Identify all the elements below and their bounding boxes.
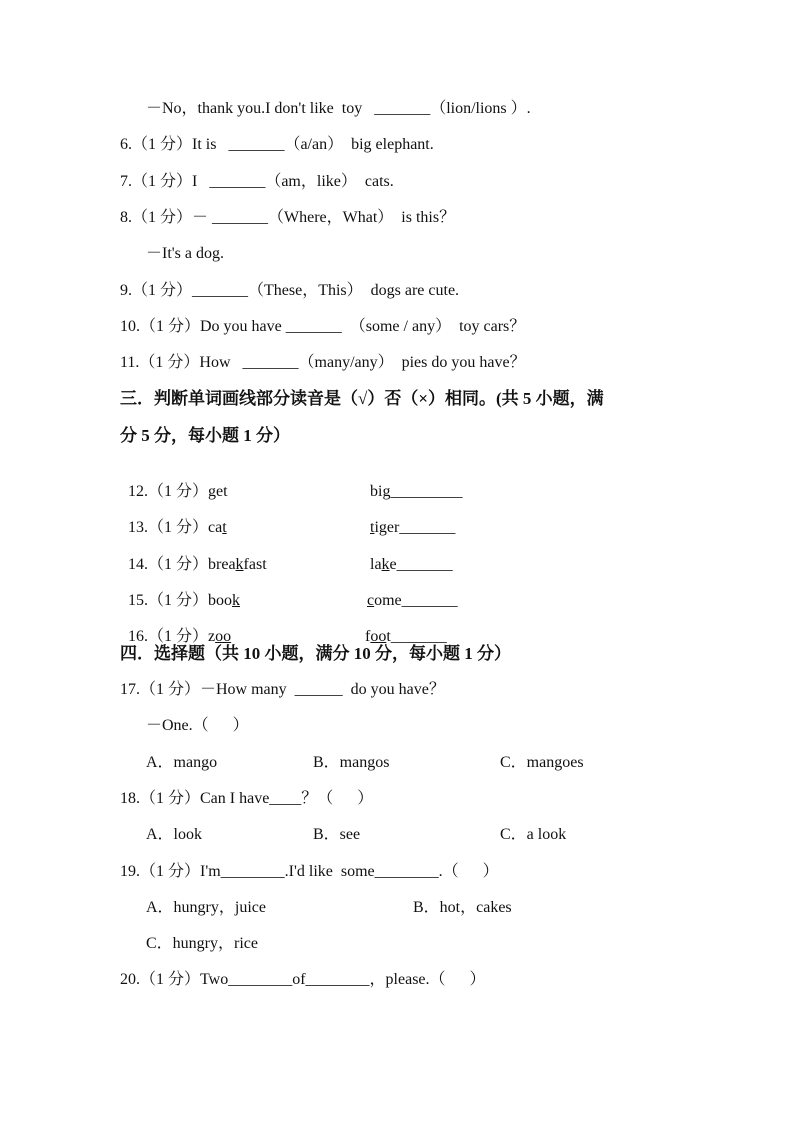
question-12-right: [362, 462, 462, 502]
answer-blank: _______: [390, 628, 447, 645]
word-left-pre: brea: [208, 556, 236, 573]
option-c: C．a look: [500, 826, 567, 843]
question-number: 12.（1 分）: [128, 483, 209, 500]
word-right-post: e: [389, 556, 397, 573]
option-a: A．mango: [146, 754, 218, 771]
question-10: 10.（1 分）Do you have _______ （some / any） toy cars？: [120, 318, 526, 335]
word-right-underlined: t: [370, 519, 375, 536]
option-b: B．hot，cakes: [413, 899, 512, 916]
section-4-heading: 四．选择题（共 10 小题，满分 10 分，每小题 1 分）: [120, 644, 511, 663]
option-a: A．hungry，juice: [146, 899, 266, 916]
question-19: 19.（1 分）I'm________.I'd like some________.（ ）: [120, 863, 499, 880]
answer-blank: _________: [390, 483, 463, 500]
question-14: [120, 535, 267, 575]
option-b: B．mangos: [313, 754, 390, 771]
word-right-pre: la: [370, 556, 382, 573]
word-left-pre: ca: [208, 519, 223, 536]
question-11: 11.（1 分）How _______（many/any） pies do you have？: [120, 354, 526, 371]
question-16: [120, 607, 231, 647]
word-left-underlined: oo: [215, 628, 232, 645]
word-right-post: iger: [374, 519, 400, 536]
section-3-heading: 三．判断单词画线部分读音是（√）否（×）相同。(共 5 小题，满: [120, 389, 604, 408]
question-16-right: [357, 607, 447, 647]
option-b: B．see: [313, 826, 361, 843]
word-right-underlined: oo: [370, 628, 387, 645]
question-12: [120, 462, 228, 502]
question-7: 7.（1 分）I _______（am，like） cats.: [120, 173, 394, 190]
word-left-underlined: k: [232, 592, 241, 609]
question-number: 15.（1 分）: [128, 592, 209, 609]
question-13: [120, 498, 227, 538]
question-number: 16.（1 分）: [128, 628, 209, 645]
question-number: 14.（1 分）: [128, 556, 209, 573]
question-17-answer: －One.（ ）: [146, 717, 249, 734]
answer-blank: _______: [401, 592, 458, 609]
word-right-underlined: k: [381, 556, 390, 573]
word-left-post: et: [216, 483, 228, 500]
question-number: 13.（1 分）: [128, 519, 209, 536]
word-left-underlined: k: [235, 556, 244, 573]
word-left-pre: boo: [208, 592, 233, 609]
question-17: 17.（1 分）－How many ______ do you have？: [120, 681, 445, 698]
question-8: 8.（1 分）－ _______（Where，What） is this？: [120, 209, 456, 226]
question-20: 20.（1 分）Two________of________，please.（ ）: [120, 971, 486, 988]
word-right-pre: f: [365, 628, 371, 645]
question-6: 6.（1 分）It is _______（a/an） big elephant.: [120, 136, 434, 153]
question-18: 18.（1 分）Can I have____？（ ）: [120, 790, 374, 807]
word-left-post: fast: [243, 556, 267, 573]
word-left-pre: z: [208, 628, 216, 645]
question-15: [120, 571, 240, 611]
question-8-answer: －It's a dog.: [146, 245, 224, 262]
word-left-underlined: t: [222, 519, 227, 536]
answer-line-5: －No，thank you.I don't like toy _______（lion/lions ）.: [146, 100, 531, 117]
option-c: C．hungry，rice: [146, 935, 258, 952]
option-c: C．mangoes: [500, 754, 584, 771]
word-left-underlined: g: [208, 483, 217, 500]
answer-blank: _______: [399, 519, 456, 536]
question-14-right: [362, 535, 453, 575]
question-9: 9.（1 分）_______（These，This） dogs are cute.: [120, 282, 460, 299]
word-right-post: t: [386, 628, 391, 645]
section-3-heading-cont: 分 5 分，每小题 1 分）: [120, 426, 290, 445]
option-a: A．look: [146, 826, 203, 843]
word-right-post: big: [370, 483, 391, 500]
question-13-right: [362, 498, 455, 538]
word-right-post: ome: [374, 592, 402, 609]
word-right-underlined: c: [367, 592, 375, 609]
answer-blank: _______: [396, 556, 453, 573]
question-15-right: [359, 571, 458, 611]
